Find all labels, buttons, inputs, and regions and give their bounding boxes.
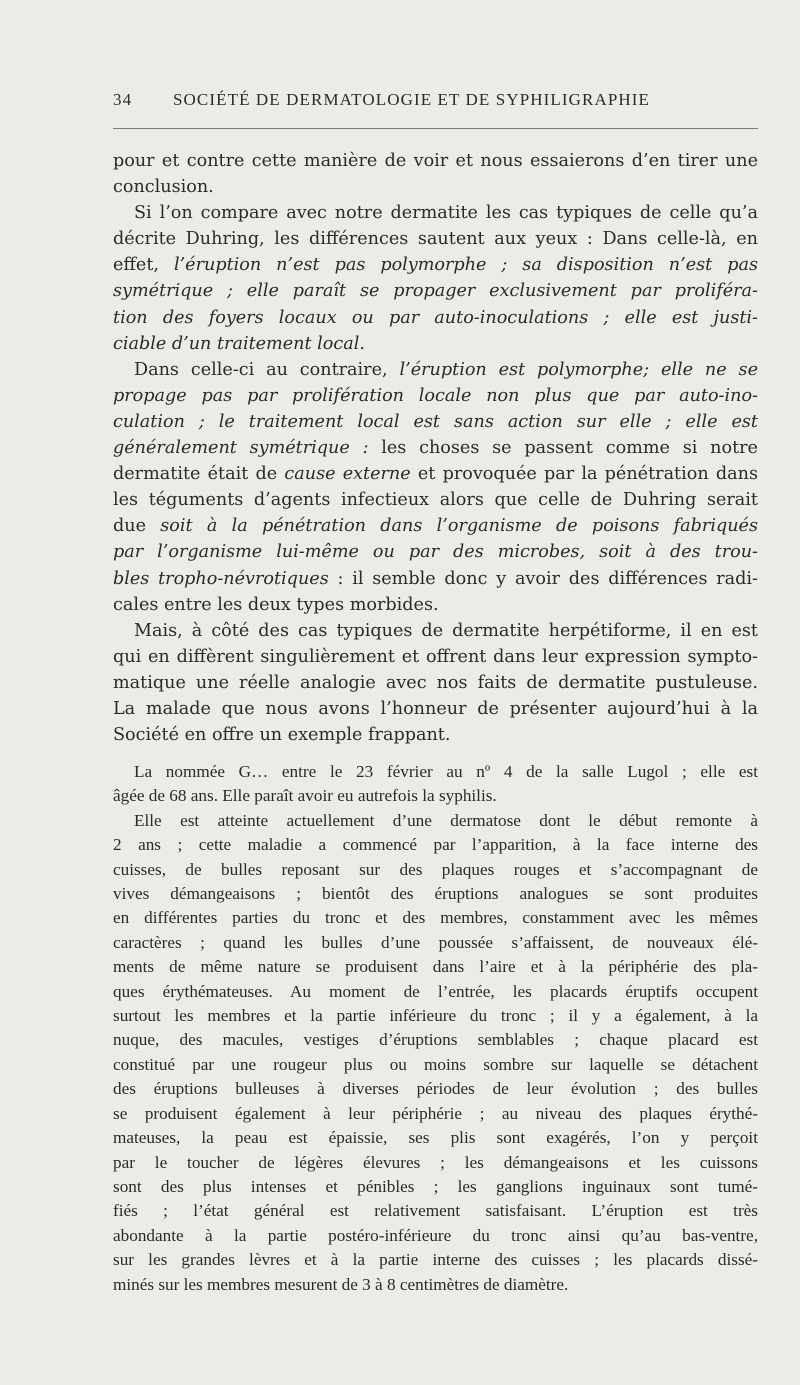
text-run: La nommée G… entre le 23 février au nº 4 de la salle Lugol ; elle est (134, 762, 758, 781)
text-line (113, 760, 758, 784)
text-line (113, 722, 758, 748)
text-run: constitué par une rougeur plus ou moins sombre sur laquelle se détachent (113, 1054, 758, 1074)
text-line (113, 566, 758, 592)
text-run: en différentes parties du tronc et des membres, constamment avec les mêmes (113, 908, 758, 928)
text-line (113, 696, 758, 722)
text-run: Elle est atteinte actuellement d’une dermatose dont le début remonte à (134, 810, 758, 830)
italic-text: culation ; le traitement local est sans action sur elle ; elle est (113, 411, 758, 432)
italic-text: soit à la pénétration dans l’organisme de poisons fabriqués (160, 516, 758, 537)
text-run: Dans celle-ci au contraire, (134, 359, 400, 380)
text-line (113, 592, 758, 618)
running-title: SOCIÉTÉ DE DERMATOLOGIE ET DE SYPHILIGRAPHIE (173, 90, 651, 109)
text-line (113, 980, 758, 1004)
main-text (113, 148, 758, 748)
italic-text: l’éruption est polymorphe; elle ne se (399, 359, 758, 380)
text-run: ques érythémateuses. Au moment de l’entrée, les placards éruptifs occupent (113, 981, 758, 1001)
text-run: qui en diffèrent singulièrement et offrent dans leur expression sympto- (113, 646, 758, 667)
header-rule (113, 128, 758, 129)
italic-text: l’éruption n’est pas polymorphe ; sa disposition n’est pas (173, 255, 758, 276)
text-run: sur les grandes lèvres et à la partie interne des cuisses ; les placards dissé- (113, 1250, 758, 1270)
text-line (113, 331, 758, 357)
text-run: abondante à la partie postéro-inférieure du tronc ainsi qu’au bas-ventre, (113, 1225, 758, 1245)
text-line (113, 305, 758, 331)
text-run: âgée de 68 ans. Elle paraît avoir eu autrefois la syphilis. (113, 786, 497, 806)
text-run: les téguments d’agents infectieux alors que celle de Duhring serait (113, 490, 758, 511)
text-run: mateuses, la peau est épaissie, ses plis sont exagérés, l’on y perçoit (113, 1128, 758, 1148)
text-run: effet, (113, 255, 174, 276)
text-line (113, 670, 758, 696)
text-line (113, 409, 758, 435)
italic-text: par l’organisme lui-même ou par des microbes, soit à des trou- (113, 542, 758, 563)
text-line (113, 513, 758, 539)
italic-text: généralement symétrique : (113, 438, 369, 459)
text-run: vives démangeaisons ; bientôt des éruptions analogues se sont produites (113, 884, 758, 904)
text-line (113, 955, 758, 979)
text-run: par le toucher de légères élevures ; les démangeaisons et les cuissons (113, 1152, 758, 1172)
text-line (113, 1028, 758, 1052)
text-line (113, 252, 758, 278)
text-run: surtout les membres et la partie inférieure du tronc ; il y a également, à la (113, 1006, 758, 1026)
text-run: pour et contre cette manière de voir et nous essaierons d’en tirer une (113, 151, 758, 171)
running-header (113, 90, 758, 110)
text-line (113, 461, 758, 487)
text-run: caractères ; quand les bulles d’une poussée s’affaissent, de nouveaux élé- (113, 932, 758, 952)
text-line (113, 487, 758, 513)
text-line (113, 278, 758, 304)
italic-text: symétrique ; elle paraît se propager exclusivement par proliféra- (113, 281, 758, 302)
text-line (113, 1077, 758, 1101)
text-line (113, 1126, 758, 1150)
text-run: sont des plus intenses et pénibles ; les ganglions inguinaux sont tumé- (113, 1176, 758, 1196)
text-run: minés sur les membres mesurent de 3 à 8 centimètres de diamètre. (113, 1274, 569, 1294)
text-line (113, 1175, 758, 1199)
text-line (113, 226, 758, 252)
text-line (113, 1004, 758, 1028)
page-number: 34 (113, 90, 133, 109)
text-line (113, 1199, 758, 1223)
text-line (113, 1053, 758, 1077)
text-run: Si l’on compare avec notre dermatite les cas typiques de celle qu’a (134, 203, 758, 224)
text-run: et provoquée par la pénétration dans (410, 464, 758, 485)
italic-text: ciable d’un traitement local. (113, 333, 365, 354)
text-line (113, 644, 758, 670)
text-run: se produisent également à leur périphérie ; au niveau des plaques érythé- (113, 1103, 758, 1123)
text-line (113, 1102, 758, 1126)
text-run: : il semble donc y avoir des différences radi- (328, 568, 758, 589)
text-line (113, 809, 758, 833)
text-run: Mais, à côté des cas typiques de dermatite herpétiforme, il en est (134, 620, 758, 641)
text-line (113, 200, 758, 226)
text-run: cuisses, de bulles reposant sur des plaques rouges et s’accompagnant de (113, 859, 758, 879)
observation-text (113, 760, 758, 1297)
text-run: conclusion. (113, 177, 214, 198)
text-line (113, 882, 758, 906)
italic-text: cause externe (284, 464, 411, 485)
text-line (113, 148, 758, 174)
text-run: cales entre les deux types morbides. (113, 594, 439, 615)
text-run: matique une réelle analogie avec nos faits de dermatite pustuleuse. (113, 672, 758, 693)
text-line (113, 539, 758, 565)
text-line (113, 174, 758, 200)
italic-text: propage pas par prolifération locale non plus que par auto-ino- (113, 385, 758, 406)
text-run: nuque, des macules, vestiges d’éruptions semblables ; chaque placard est (113, 1030, 758, 1050)
text-line (113, 1248, 758, 1272)
italic-text: tion des foyers locaux ou par auto-inoculations ; elle est justi- (113, 307, 758, 328)
text-run: fiés ; l’état général est relativement satisfaisant. L’éruption est très (113, 1201, 758, 1221)
text-line (113, 435, 758, 461)
text-line (113, 618, 758, 644)
text-line (113, 906, 758, 930)
text-run: 2 ans ; cette maladie a commencé par l’apparition, à la face interne des (113, 835, 758, 855)
italic-text: bles tropho-névrotiques (113, 568, 329, 589)
text-line (113, 357, 758, 383)
text-run: décrite Duhring, les différences sautent aux yeux : Dans celle-là, en (113, 229, 758, 250)
text-line (113, 1273, 758, 1297)
text-line (113, 931, 758, 955)
text-line (113, 858, 758, 882)
text-run: due (113, 516, 161, 537)
text-line (113, 383, 758, 409)
text-line (113, 784, 758, 808)
text-run: les choses se passent comme si notre (368, 438, 758, 459)
text-run: dermatite était de (113, 464, 285, 485)
text-run: ments de même nature se produisent dans l’aire et à la périphérie des pla- (113, 957, 758, 977)
text-run: des éruptions bulleuses à diverses périodes de leur évolution ; des bulles (113, 1079, 758, 1099)
text-run: La malade que nous avons l’honneur de présenter aujourd’hui à la (113, 698, 758, 719)
text-line (113, 833, 758, 857)
text-line (113, 1224, 758, 1248)
text-line (113, 1151, 758, 1175)
text-run: Société en offre un exemple frappant. (113, 725, 451, 746)
